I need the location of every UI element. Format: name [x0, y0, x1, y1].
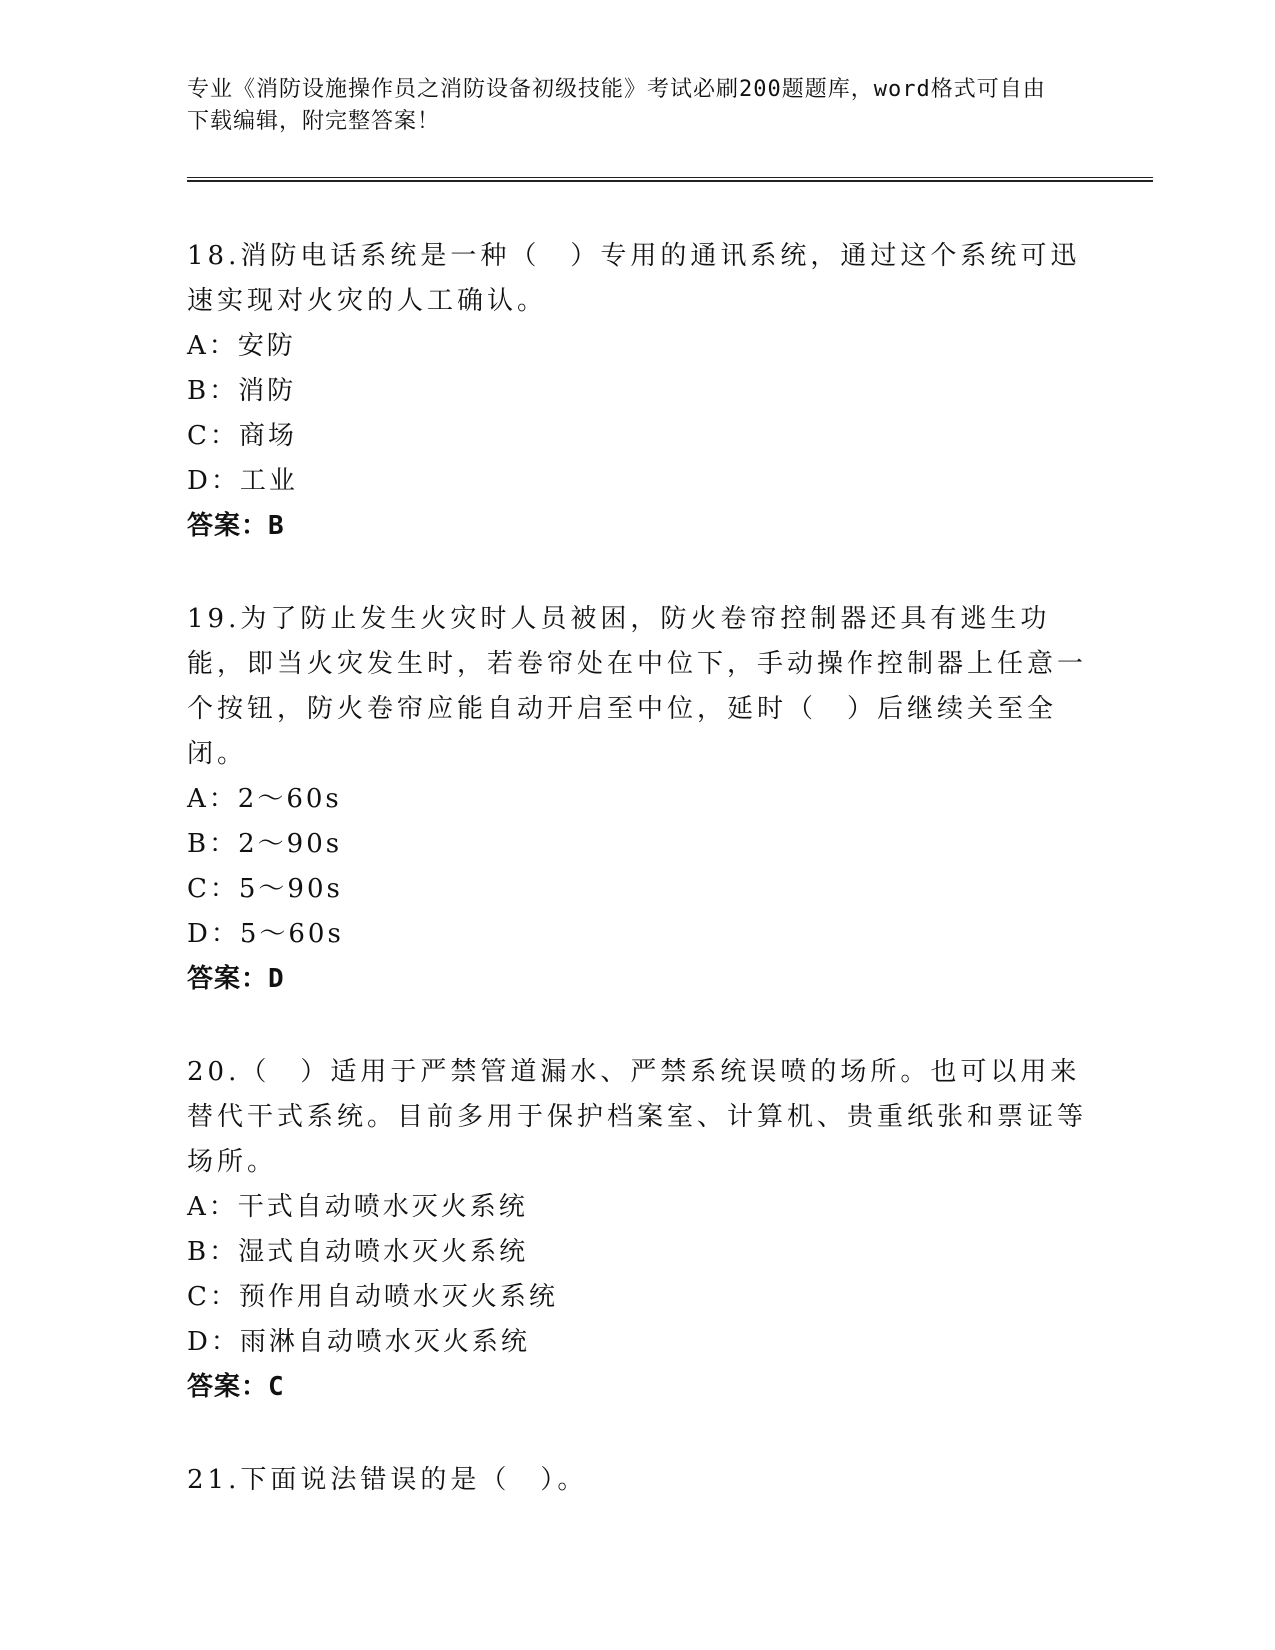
option-d: D：工业 [187, 466, 298, 496]
question-18 [187, 234, 1087, 549]
document-header: 专业《消防设施操作员之消防设备初级技能》考试必刷200题题库，word格式可自由下载编辑，附完整答案！ [187, 77, 1046, 134]
question-list [187, 234, 1087, 1551]
question-20 [187, 1050, 1087, 1410]
question-text: 21.下面说法错误的是（ ）。 [187, 1465, 588, 1495]
option-c: C：商场 [187, 421, 297, 451]
header-divider [187, 177, 1153, 182]
option-c: C：预作用自动喷水灭火系统 [187, 1282, 558, 1312]
question-19 [187, 597, 1087, 1002]
answer: 答案：B [187, 511, 285, 541]
option-b: B：2～90s [187, 829, 343, 859]
question-text: 18.消防电话系统是一种（ ）专用的通讯系统，通过这个系统可迅速实现对火灾的人工确认。 [187, 241, 1081, 316]
question-text: 19.为了防止发生火灾时人员被困，防火卷帘控制器还具有逃生功能，即当火灾发生时，若卷帘处在中位下，手动操作控制器上任意一个按钮，防火卷帘应能自动开启至中位，延时（ ）后继续关至全闭。 [187, 604, 1088, 769]
option-b: B：消防 [187, 376, 297, 406]
answer: 答案：D [187, 964, 285, 994]
answer: 答案：C [187, 1372, 285, 1402]
option-a: A：2～60s [187, 784, 342, 814]
question-21 [187, 1458, 1087, 1503]
option-a: A：安防 [187, 331, 296, 361]
option-d: D：雨淋自动喷水灭火系统 [187, 1327, 530, 1357]
option-c: C：5～90s [187, 874, 343, 904]
question-text: 20.（ ）适用于严禁管道漏水、严禁系统误喷的场所。也可以用来替代干式系统。目前多用于保护档案室、计算机、贵重纸张和票证等场所。 [187, 1057, 1088, 1177]
option-d: D：5～60s [187, 919, 344, 949]
option-a: A：干式自动喷水灭火系统 [187, 1192, 528, 1222]
option-b: B：湿式自动喷水灭火系统 [187, 1237, 529, 1267]
